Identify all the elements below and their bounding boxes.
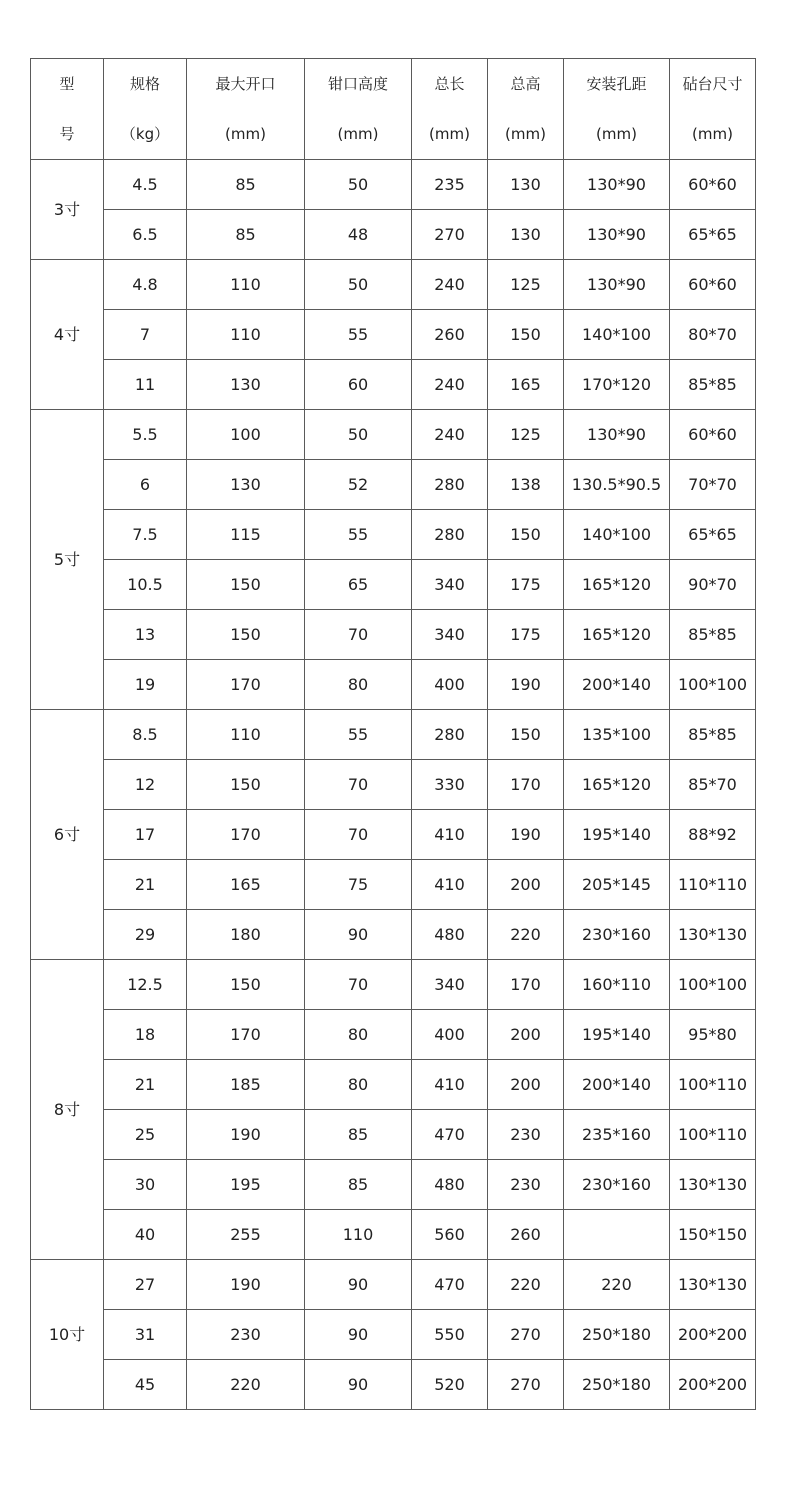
total-length-cell: 480 (412, 910, 488, 960)
max-opening-cell: 190 (187, 1260, 305, 1310)
total-length-cell: 470 (412, 1260, 488, 1310)
anvil-size-cell: 200*200 (670, 1310, 756, 1360)
header-label: 总长 (434, 75, 465, 93)
model-cell: 3寸 (31, 160, 104, 260)
jaw-height-cell: 52 (305, 460, 412, 510)
total-height-cell: 165 (488, 360, 564, 410)
jaw-height-cell: 70 (305, 760, 412, 810)
total-height-cell: 190 (488, 810, 564, 860)
total-height-cell: 190 (488, 660, 564, 710)
table-row (31, 560, 756, 610)
total-height-cell: 130 (488, 160, 564, 210)
spec-cell: 5.5 (104, 410, 187, 460)
max-opening-cell: 110 (187, 310, 305, 360)
total-height-cell: 150 (488, 710, 564, 760)
jaw-height-cell: 80 (305, 1010, 412, 1060)
total-height-cell: 125 (488, 410, 564, 460)
total-length-cell: 280 (412, 710, 488, 760)
total-length-cell: 240 (412, 410, 488, 460)
total-length-cell: 410 (412, 1060, 488, 1110)
spec-table (30, 58, 756, 1410)
total-length-cell: 280 (412, 460, 488, 510)
total-length-cell: 270 (412, 210, 488, 260)
total-length-cell: 520 (412, 1360, 488, 1410)
mount-spacing-cell: 165*120 (564, 560, 670, 610)
jaw-height-cell: 85 (305, 1110, 412, 1160)
anvil-size-cell: 65*65 (670, 510, 756, 560)
spec-cell: 7 (104, 310, 187, 360)
jaw-height-cell: 80 (305, 1060, 412, 1110)
header-cell-total-height (488, 59, 564, 160)
table-row (31, 1210, 756, 1260)
jaw-height-cell: 50 (305, 160, 412, 210)
max-opening-cell: 85 (187, 160, 305, 210)
mount-spacing-cell: 170*120 (564, 360, 670, 410)
mount-spacing-cell: 205*145 (564, 860, 670, 910)
table-row (31, 660, 756, 710)
mount-spacing-cell: 250*180 (564, 1360, 670, 1410)
mount-spacing-cell: 140*100 (564, 310, 670, 360)
table-row (31, 160, 756, 210)
header-cell-anvil-size (670, 59, 756, 160)
header-label: 砧台尺寸 (682, 75, 743, 93)
table-row (31, 710, 756, 760)
total-height-cell: 125 (488, 260, 564, 310)
total-length-cell: 400 (412, 660, 488, 710)
mount-spacing-cell: 130*90 (564, 260, 670, 310)
max-opening-cell: 85 (187, 210, 305, 260)
table-row (31, 1260, 756, 1310)
anvil-size-cell: 85*85 (670, 360, 756, 410)
anvil-size-cell: 130*130 (670, 1160, 756, 1210)
anvil-size-cell: 200*200 (670, 1360, 756, 1410)
anvil-size-cell: 60*60 (670, 410, 756, 460)
mount-spacing-cell: 250*180 (564, 1310, 670, 1360)
anvil-size-cell: 90*70 (670, 560, 756, 610)
max-opening-cell: 165 (187, 860, 305, 910)
jaw-height-cell: 110 (305, 1210, 412, 1260)
spec-cell: 40 (104, 1210, 187, 1260)
spec-cell: 6.5 (104, 210, 187, 260)
header-unit: (mm) (505, 125, 546, 143)
anvil-size-cell: 100*100 (670, 660, 756, 710)
table-body (31, 59, 756, 1410)
total-height-cell: 260 (488, 1210, 564, 1260)
spec-cell: 29 (104, 910, 187, 960)
mount-spacing-cell: 235*160 (564, 1110, 670, 1160)
header-cell-spec (104, 59, 187, 160)
max-opening-cell: 220 (187, 1360, 305, 1410)
table-row (31, 1110, 756, 1160)
mount-spacing-cell: 135*100 (564, 710, 670, 760)
mount-spacing-cell: 200*140 (564, 660, 670, 710)
jaw-height-cell: 90 (305, 1310, 412, 1360)
header-cell-model (31, 59, 104, 160)
table-row (31, 810, 756, 860)
header-label: 规格 (129, 75, 160, 93)
mount-spacing-cell (564, 1210, 670, 1260)
header-unit: (mm) (337, 125, 379, 143)
model-cell: 6寸 (31, 710, 104, 960)
spec-cell: 19 (104, 660, 187, 710)
total-length-cell: 280 (412, 510, 488, 560)
jaw-height-cell: 65 (305, 560, 412, 610)
table-row (31, 610, 756, 660)
header-unit: (mm) (596, 125, 637, 143)
jaw-height-cell: 75 (305, 860, 412, 910)
mount-spacing-cell: 230*160 (564, 1160, 670, 1210)
total-height-cell: 130 (488, 210, 564, 260)
spec-cell: 13 (104, 610, 187, 660)
header-cell-max-opening (187, 59, 305, 160)
total-height-cell: 170 (488, 960, 564, 1010)
mount-spacing-cell: 195*140 (564, 1010, 670, 1060)
jaw-height-cell: 60 (305, 360, 412, 410)
spec-cell: 31 (104, 1310, 187, 1360)
total-height-cell: 220 (488, 1260, 564, 1310)
table-row (31, 260, 756, 310)
total-height-cell: 270 (488, 1360, 564, 1410)
total-length-cell: 240 (412, 260, 488, 310)
anvil-size-cell: 88*92 (670, 810, 756, 860)
jaw-height-cell: 70 (305, 610, 412, 660)
jaw-height-cell: 70 (305, 810, 412, 860)
total-height-cell: 220 (488, 910, 564, 960)
spec-cell: 25 (104, 1110, 187, 1160)
anvil-size-cell: 80*70 (670, 310, 756, 360)
anvil-size-cell: 100*110 (670, 1110, 756, 1160)
total-height-cell: 200 (488, 1010, 564, 1060)
spec-cell: 7.5 (104, 510, 187, 560)
header-label: 型 (59, 75, 75, 93)
max-opening-cell: 100 (187, 410, 305, 460)
total-height-cell: 170 (488, 760, 564, 810)
max-opening-cell: 115 (187, 510, 305, 560)
anvil-size-cell: 130*130 (670, 1260, 756, 1310)
jaw-height-cell: 90 (305, 1260, 412, 1310)
max-opening-cell: 185 (187, 1060, 305, 1110)
jaw-height-cell: 90 (305, 910, 412, 960)
jaw-height-cell: 90 (305, 1360, 412, 1410)
table-row (31, 760, 756, 810)
spec-cell: 10.5 (104, 560, 187, 610)
table-row (31, 460, 756, 510)
table-row (31, 510, 756, 560)
mount-spacing-cell: 140*100 (564, 510, 670, 560)
total-length-cell: 240 (412, 360, 488, 410)
table-row (31, 1160, 756, 1210)
max-opening-cell: 230 (187, 1310, 305, 1360)
max-opening-cell: 190 (187, 1110, 305, 1160)
anvil-size-cell: 65*65 (670, 210, 756, 260)
total-height-cell: 270 (488, 1310, 564, 1360)
max-opening-cell: 150 (187, 960, 305, 1010)
total-length-cell: 330 (412, 760, 488, 810)
anvil-size-cell: 60*60 (670, 160, 756, 210)
mount-spacing-cell: 130.5*90.5 (564, 460, 670, 510)
anvil-size-cell: 100*100 (670, 960, 756, 1010)
spec-cell: 4.8 (104, 260, 187, 310)
max-opening-cell: 110 (187, 710, 305, 760)
mount-spacing-cell: 130*90 (564, 210, 670, 260)
max-opening-cell: 170 (187, 1010, 305, 1060)
spec-cell: 30 (104, 1160, 187, 1210)
total-height-cell: 200 (488, 860, 564, 910)
jaw-height-cell: 70 (305, 960, 412, 1010)
max-opening-cell: 170 (187, 660, 305, 710)
model-cell: 8寸 (31, 960, 104, 1260)
header-label: 钳口高度 (327, 75, 388, 93)
jaw-height-cell: 80 (305, 660, 412, 710)
spec-cell: 18 (104, 1010, 187, 1060)
jaw-height-cell: 55 (305, 510, 412, 560)
spec-cell: 21 (104, 860, 187, 910)
mount-spacing-cell: 220 (564, 1260, 670, 1310)
model-cell: 4寸 (31, 260, 104, 410)
max-opening-cell: 255 (187, 1210, 305, 1260)
total-length-cell: 410 (412, 860, 488, 910)
total-height-cell: 175 (488, 560, 564, 610)
header-cell-mount-spacing (564, 59, 670, 160)
table-row (31, 210, 756, 260)
total-length-cell: 340 (412, 960, 488, 1010)
header-cell-jaw-height (305, 59, 412, 160)
model-cell: 5寸 (31, 410, 104, 710)
spec-cell: 45 (104, 1360, 187, 1410)
jaw-height-cell: 50 (305, 410, 412, 460)
jaw-height-cell: 55 (305, 310, 412, 360)
anvil-size-cell: 110*110 (670, 860, 756, 910)
total-length-cell: 470 (412, 1110, 488, 1160)
header-unit: 号 (59, 125, 75, 143)
anvil-size-cell: 70*70 (670, 460, 756, 510)
jaw-height-cell: 55 (305, 710, 412, 760)
total-length-cell: 340 (412, 560, 488, 610)
table-row (31, 960, 756, 1010)
mount-spacing-cell: 195*140 (564, 810, 670, 860)
jaw-height-cell: 50 (305, 260, 412, 310)
total-length-cell: 410 (412, 810, 488, 860)
mount-spacing-cell: 165*120 (564, 610, 670, 660)
model-cell: 10寸 (31, 1260, 104, 1410)
header-unit: (mm) (692, 125, 733, 143)
mount-spacing-cell: 230*160 (564, 910, 670, 960)
mount-spacing-cell: 160*110 (564, 960, 670, 1010)
total-length-cell: 560 (412, 1210, 488, 1260)
table-row (31, 410, 756, 460)
total-length-cell: 260 (412, 310, 488, 360)
anvil-size-cell: 150*150 (670, 1210, 756, 1260)
total-height-cell: 150 (488, 310, 564, 360)
total-height-cell: 175 (488, 610, 564, 660)
header-unit: （kg） (120, 125, 170, 143)
table-row (31, 310, 756, 360)
table-row (31, 1360, 756, 1410)
max-opening-cell: 110 (187, 260, 305, 310)
max-opening-cell: 195 (187, 1160, 305, 1210)
table-row (31, 360, 756, 410)
header-unit: (mm) (225, 125, 266, 143)
header-unit: (mm) (429, 125, 470, 143)
max-opening-cell: 150 (187, 560, 305, 610)
mount-spacing-cell: 200*140 (564, 1060, 670, 1110)
total-height-cell: 150 (488, 510, 564, 560)
header-label: 安装孔距 (586, 75, 647, 93)
jaw-height-cell: 48 (305, 210, 412, 260)
max-opening-cell: 170 (187, 810, 305, 860)
jaw-height-cell: 85 (305, 1160, 412, 1210)
spec-cell: 17 (104, 810, 187, 860)
total-length-cell: 340 (412, 610, 488, 660)
spec-cell: 27 (104, 1260, 187, 1310)
anvil-size-cell: 100*110 (670, 1060, 756, 1110)
spec-cell: 8.5 (104, 710, 187, 760)
header-row (31, 59, 756, 160)
anvil-size-cell: 85*85 (670, 610, 756, 660)
header-label: 总高 (510, 75, 541, 93)
table-row (31, 1310, 756, 1360)
anvil-size-cell: 85*70 (670, 760, 756, 810)
total-height-cell: 230 (488, 1160, 564, 1210)
table-row (31, 1060, 756, 1110)
max-opening-cell: 150 (187, 610, 305, 660)
header-cell-total-length (412, 59, 488, 160)
spec-cell: 21 (104, 1060, 187, 1110)
anvil-size-cell: 60*60 (670, 260, 756, 310)
total-length-cell: 235 (412, 160, 488, 210)
total-height-cell: 200 (488, 1060, 564, 1110)
spec-cell: 4.5 (104, 160, 187, 210)
max-opening-cell: 180 (187, 910, 305, 960)
mount-spacing-cell: 130*90 (564, 160, 670, 210)
table-row (31, 1010, 756, 1060)
max-opening-cell: 150 (187, 760, 305, 810)
total-length-cell: 480 (412, 1160, 488, 1210)
max-opening-cell: 130 (187, 360, 305, 410)
table-row (31, 860, 756, 910)
mount-spacing-cell: 130*90 (564, 410, 670, 460)
spec-cell: 12.5 (104, 960, 187, 1010)
spec-cell: 11 (104, 360, 187, 410)
mount-spacing-cell: 165*120 (564, 760, 670, 810)
anvil-size-cell: 130*130 (670, 910, 756, 960)
total-length-cell: 400 (412, 1010, 488, 1060)
anvil-size-cell: 85*85 (670, 710, 756, 760)
total-height-cell: 230 (488, 1110, 564, 1160)
total-length-cell: 550 (412, 1310, 488, 1360)
total-height-cell: 138 (488, 460, 564, 510)
header-label: 最大开口 (215, 75, 276, 93)
max-opening-cell: 130 (187, 460, 305, 510)
anvil-size-cell: 95*80 (670, 1010, 756, 1060)
spec-cell: 12 (104, 760, 187, 810)
spec-cell: 6 (104, 460, 187, 510)
table-row (31, 910, 756, 960)
